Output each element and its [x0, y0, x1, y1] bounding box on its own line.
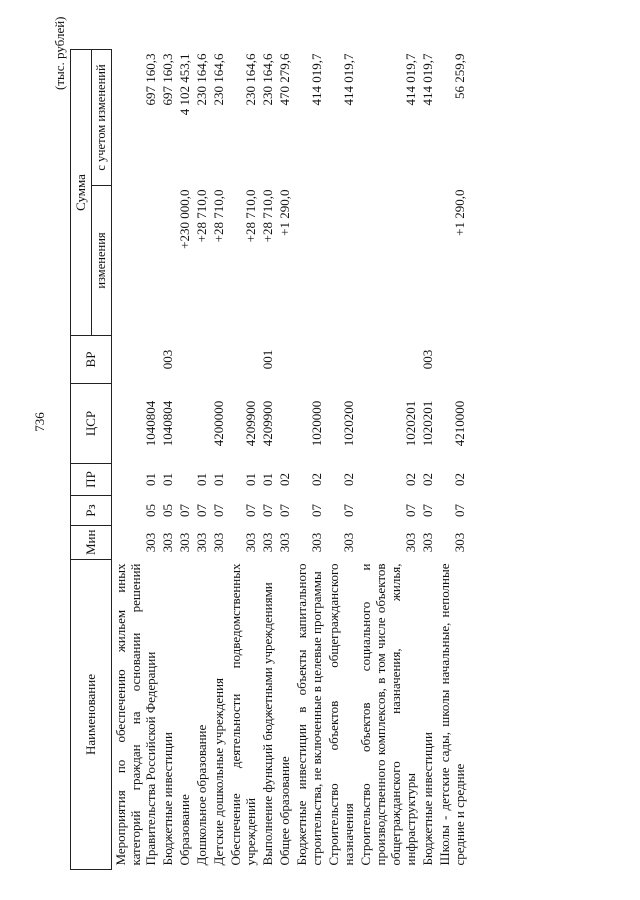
row-name-cell: Бюджетные инвестиции	[160, 732, 175, 866]
row-vr-cell	[210, 336, 227, 384]
row-csr-cell: 4200000	[211, 400, 226, 447]
row-csr-cell: 1040804	[143, 400, 158, 447]
table-row	[159, 50, 176, 870]
header-csr: ЦСР	[71, 384, 112, 464]
header-change: изменения	[92, 186, 112, 336]
row-vr-cell	[325, 336, 357, 384]
row-min-cell: 303	[420, 532, 435, 553]
row-min-cell: 303	[341, 532, 356, 553]
row-csr-cell: 1020201	[403, 400, 418, 447]
rotated-table-container	[70, 50, 590, 870]
row-min-cell: 303	[177, 532, 192, 553]
table-row	[227, 50, 259, 870]
table-row	[193, 50, 210, 870]
row-csr-cell: 1020200	[341, 400, 356, 447]
row-with-change-cell: 414 019,7	[420, 53, 435, 106]
row-change-cell	[357, 186, 419, 336]
row-rz-cell: 05	[160, 504, 175, 517]
row-name-cell: Дошкольное образование	[194, 724, 209, 866]
row-name-cell: Детские дошкольные учреждения	[211, 677, 226, 866]
table-row	[259, 50, 276, 870]
row-csr-cell	[276, 384, 293, 464]
row-pr-cell: 01	[260, 473, 275, 486]
row-rz-cell: 07	[341, 504, 356, 517]
budget-table	[70, 49, 468, 870]
row-change-cell: +28 710,0	[194, 189, 209, 243]
row-csr-cell	[176, 384, 193, 464]
row-name-cell: Обеспечение деятельности подведомственных учреждений	[228, 563, 258, 866]
row-vr-cell	[293, 336, 325, 384]
row-vr-cell	[436, 336, 468, 384]
table-row	[293, 50, 325, 870]
row-vr-cell	[227, 336, 259, 384]
header-with-change: с учетом изменений	[92, 50, 112, 186]
row-pr-cell: 01	[160, 473, 175, 486]
row-with-change-cell: 230 164,6	[260, 53, 275, 106]
row-with-change-cell: 414 019,7	[341, 53, 356, 106]
row-change-cell: +230 000,0	[177, 189, 192, 249]
row-change-cell	[419, 186, 436, 336]
row-pr-cell: 02	[452, 473, 467, 486]
row-pr-cell: 02	[277, 473, 292, 486]
row-pr-cell: 02	[420, 473, 435, 486]
row-with-change-cell: 697 160,3	[143, 53, 158, 106]
row-change-cell: +28 710,0	[243, 189, 258, 243]
row-name-cell: Общее образование	[277, 756, 292, 866]
row-vr-cell: 003	[420, 349, 435, 370]
row-min-cell: 303	[243, 532, 258, 553]
row-rz-cell: 07	[243, 504, 258, 517]
row-min-cell: 303	[160, 532, 175, 553]
row-change-cell: +28 710,0	[260, 189, 275, 243]
row-vr-cell	[112, 336, 160, 384]
row-change-cell: +1 290,0	[452, 189, 467, 236]
row-csr-cell: 4209900	[243, 400, 258, 447]
row-name-cell: Выполнение функций бюджетными учреждениями	[260, 582, 275, 866]
row-rz-cell: 07	[260, 504, 275, 517]
row-min-cell: 303	[143, 532, 158, 553]
row-min-cell: 303	[277, 532, 292, 553]
row-pr-cell: 01	[143, 473, 158, 486]
row-pr-cell: 02	[341, 473, 356, 486]
row-name-cell: Мероприятия по обеспечению жильем иных категорий граждан на основании решений Правительства Российской Федерации	[113, 563, 158, 866]
row-name-cell: Строительство объектов социального и производственного комплексов, в том числе объектов общегражданского назначения, жилья, инфраструктуры	[358, 563, 418, 866]
row-name-cell: Строительство объектов общегражданского назначения	[326, 563, 356, 866]
row-change-cell: +28 710,0	[211, 189, 226, 243]
row-rz-cell: 07	[403, 504, 418, 517]
row-name-cell: Бюджетные инвестиции в объекты капитального строительства, не включенные в целевые программы	[294, 563, 324, 866]
row-rz-cell: 07	[177, 504, 192, 517]
table-row	[210, 50, 227, 870]
table-row	[325, 50, 357, 870]
row-csr-cell: 4209900	[260, 400, 275, 447]
row-name-cell: Школы - детские сады, школы начальные, неполные средние и средние	[437, 563, 467, 866]
row-rz-cell: 07	[452, 504, 467, 517]
header-min: Мин	[71, 526, 112, 560]
header-row-1	[71, 50, 92, 870]
row-pr-cell: 01	[211, 473, 226, 486]
row-min-cell: 303	[403, 532, 418, 553]
table-row	[436, 50, 468, 870]
row-min-cell: 303	[260, 532, 275, 553]
row-rz-cell: 07	[194, 504, 209, 517]
row-with-change-cell: 470 279,6	[277, 53, 292, 106]
table-row	[176, 50, 193, 870]
row-vr-cell	[357, 336, 419, 384]
header-pr: ПР	[71, 464, 112, 496]
row-change-cell	[325, 186, 357, 336]
header-vr: ВР	[71, 336, 112, 384]
row-with-change-cell: 4 102 453,1	[177, 53, 192, 116]
row-rz-cell: 05	[143, 504, 158, 517]
row-min-cell: 303	[194, 532, 209, 553]
row-change-cell	[159, 186, 176, 336]
row-csr-cell: 1040804	[160, 400, 175, 447]
row-csr-cell: 1020201	[420, 400, 435, 447]
table-row	[357, 50, 419, 870]
row-with-change-cell: 230 164,6	[211, 53, 226, 106]
row-rz-cell: 07	[309, 504, 324, 517]
header-name: Наименование	[71, 560, 112, 870]
table-row	[276, 50, 293, 870]
row-pr-cell: 01	[194, 473, 209, 486]
row-min-cell: 303	[452, 532, 467, 553]
row-rz-cell: 07	[277, 504, 292, 517]
header-sum: Сумма	[71, 50, 92, 336]
row-min-cell: 303	[309, 532, 324, 553]
table-row	[419, 50, 436, 870]
row-name-cell: Бюджетные инвестиции	[420, 732, 435, 866]
row-change-cell: +1 290,0	[277, 189, 292, 236]
row-vr-cell	[276, 336, 293, 384]
row-with-change-cell: 697 160,3	[160, 53, 175, 106]
row-rz-cell: 07	[420, 504, 435, 517]
row-vr-cell: 003	[160, 349, 175, 370]
table-row	[112, 50, 160, 870]
row-with-change-cell: 230 164,6	[194, 53, 209, 106]
page-number: 736	[32, 412, 47, 432]
row-vr-cell: 001	[260, 349, 275, 370]
row-csr-cell	[193, 384, 210, 464]
row-csr-cell: 4210000	[452, 400, 467, 447]
row-pr-cell	[176, 464, 193, 496]
row-pr-cell: 02	[309, 473, 324, 486]
row-name-cell: Образование	[177, 794, 192, 866]
header-rz: Рз	[71, 496, 112, 526]
row-with-change-cell: 56 259,9	[452, 53, 467, 99]
row-pr-cell: 02	[403, 473, 418, 486]
row-with-change-cell: 414 019,7	[309, 53, 324, 106]
row-with-change-cell: 230 164,6	[243, 53, 258, 106]
units-label: (тыс. рублей)	[52, 16, 67, 90]
row-change-cell	[112, 186, 160, 336]
row-vr-cell	[176, 336, 193, 384]
table-body	[112, 50, 469, 870]
row-vr-cell	[193, 336, 210, 384]
row-rz-cell: 07	[211, 504, 226, 517]
row-with-change-cell: 414 019,7	[403, 53, 418, 106]
row-min-cell: 303	[211, 532, 226, 553]
row-pr-cell: 01	[243, 473, 258, 486]
row-csr-cell: 1020000	[309, 400, 324, 447]
row-change-cell	[293, 186, 325, 336]
